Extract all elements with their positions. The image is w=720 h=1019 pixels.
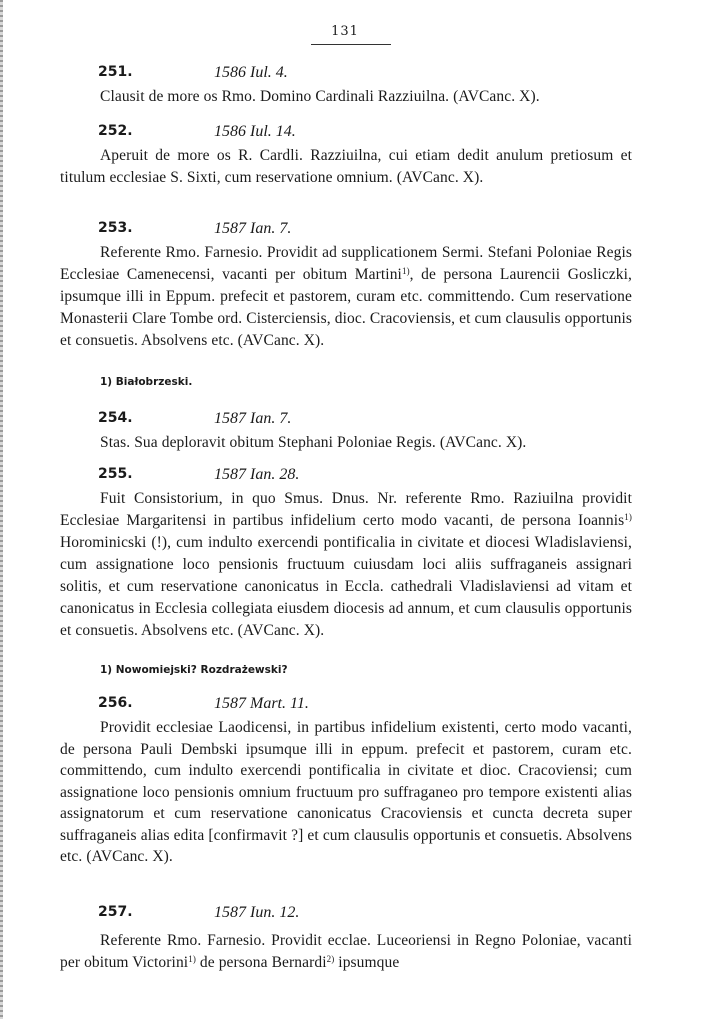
entry-257 <box>60 904 632 974</box>
entry-number: 251. <box>98 64 133 80</box>
footnote-marker: 2) <box>326 954 335 964</box>
entry-date: 1587 Ian. 28. <box>214 466 300 483</box>
page-number: 131 <box>331 24 359 39</box>
entry-253 <box>60 220 632 352</box>
footnote-marker: 1) <box>401 266 410 276</box>
page-number-rule <box>311 44 391 45</box>
entry-number: 253. <box>98 220 133 236</box>
entry-254 <box>60 410 632 454</box>
entry-text: Clausit de more os Rmo. Domino Cardinali Razziuilna. (AVCanc. X). <box>100 88 540 105</box>
footnote: 1) Białobrzeski. <box>100 376 193 388</box>
entry-date: 1587 Iun. 12. <box>214 904 300 921</box>
entry-text: Aperuit de more os R. Cardli. Razziuilna, cui etiam dedit anulum pretiosum et titulum ecclesiae S. Sixti, cum reservatione omnium. (AVCanc. X). <box>60 147 632 186</box>
entry-date: 1587 Ian. 7. <box>214 220 292 237</box>
entry-date: 1587 Mart. 11. <box>214 695 309 712</box>
entry-number: 257. <box>98 904 133 920</box>
entry-text: Referente Rmo. Farnesio. Providit ecclae. Luceoriensi in Regno Poloniae, vacanti per obitum Victorini$^{1)}$ de persona Bernardi$^{2)}$ ipsumque <box>60 932 632 971</box>
footnote-marker: 1) <box>624 512 632 522</box>
entry-252 <box>60 123 632 189</box>
entry-256 <box>60 695 632 868</box>
entry-255 <box>60 466 632 642</box>
footnote-marker: 1) <box>188 954 196 964</box>
entry-date: 1586 Iul. 4. <box>214 64 288 81</box>
entry-date: 1587 Ian. 7. <box>214 410 292 427</box>
scan-edge <box>0 0 3 1019</box>
entry-number: 256. <box>98 695 133 711</box>
entry-number: 252. <box>98 123 133 139</box>
entry-date: 1586 Iul. 14. <box>214 123 296 140</box>
entry-number: 255. <box>98 466 133 482</box>
entry-number: 254. <box>98 410 133 426</box>
entry-text: Providit ecclesiae Laodicensi, in partibus infidelium existenti, certo modo vacanti, de persona Pauli Dembski ipsumque illi in eppum. prefecit et pastorem, curam etc. committendo, cum indulto exercendi pontificalia in civitate et dioc. Cracoviensi; cum assignatione loco pensionis omnium fructuum pro suffraganeo pro tempore existenti alias assignatorum et cum reservatione canonicatus Cracoviensis et cuncta decreta super suffraganeis alias edita [confirmavit ?] et cum clausulis opportunis et consuetis. Absolvens etc. (AVCanc. X). <box>60 719 632 865</box>
entry-text: Fuit Consistorium, in quo Smus. Dnus. Nr. referente Rmo. Raziuilna providit Ecclesiae Margaritensi in partibus infidelium certo modo vacanti, de persona Ioannis$^{1)}$ Horominicski (!), cum indulto exercendi pontificalia in civitate et diocesi Wladislaviensi, cum assignatione loco pensionis fructuum cuiusdam loci aliis suffraganeis assignari solitis, et cum reservatione canonicatus in Eccla. cathedrali Vladislaviensi ad vitam et canonicatus in Ecclesia collegiata eiusdem diocesis ad annum, et cum clausulis opportunis et consuetis. Absolvens etc. (AVCanc. X). <box>60 490 632 639</box>
entry-text: Stas. Sua deploravit obitum Stephani Poloniae Regis. (AVCanc. X). <box>100 434 527 451</box>
entry-251 <box>60 64 632 108</box>
footnote: 1) Nowomiejski? Rozdrażewski? <box>100 664 288 676</box>
entry-text: Referente Rmo. Farnesio. Providit ad supplicationem Sermi. Stefani Poloniae Regis Ecclesiae Camenecensi, vacanti per obitum Martini$^{1)}$, de persona Laurencii Gosliczki, ipsumque illi in Eppum. prefecit et pastorem, curam etc. committendo. Cum reservatione Monasterii Clare Tombe ord. Cisterciensis, dioc. Cracoviensis, et cum clausulis opportunis et consuetis. Absolvens etc. (AVCanc. X). <box>60 244 633 349</box>
